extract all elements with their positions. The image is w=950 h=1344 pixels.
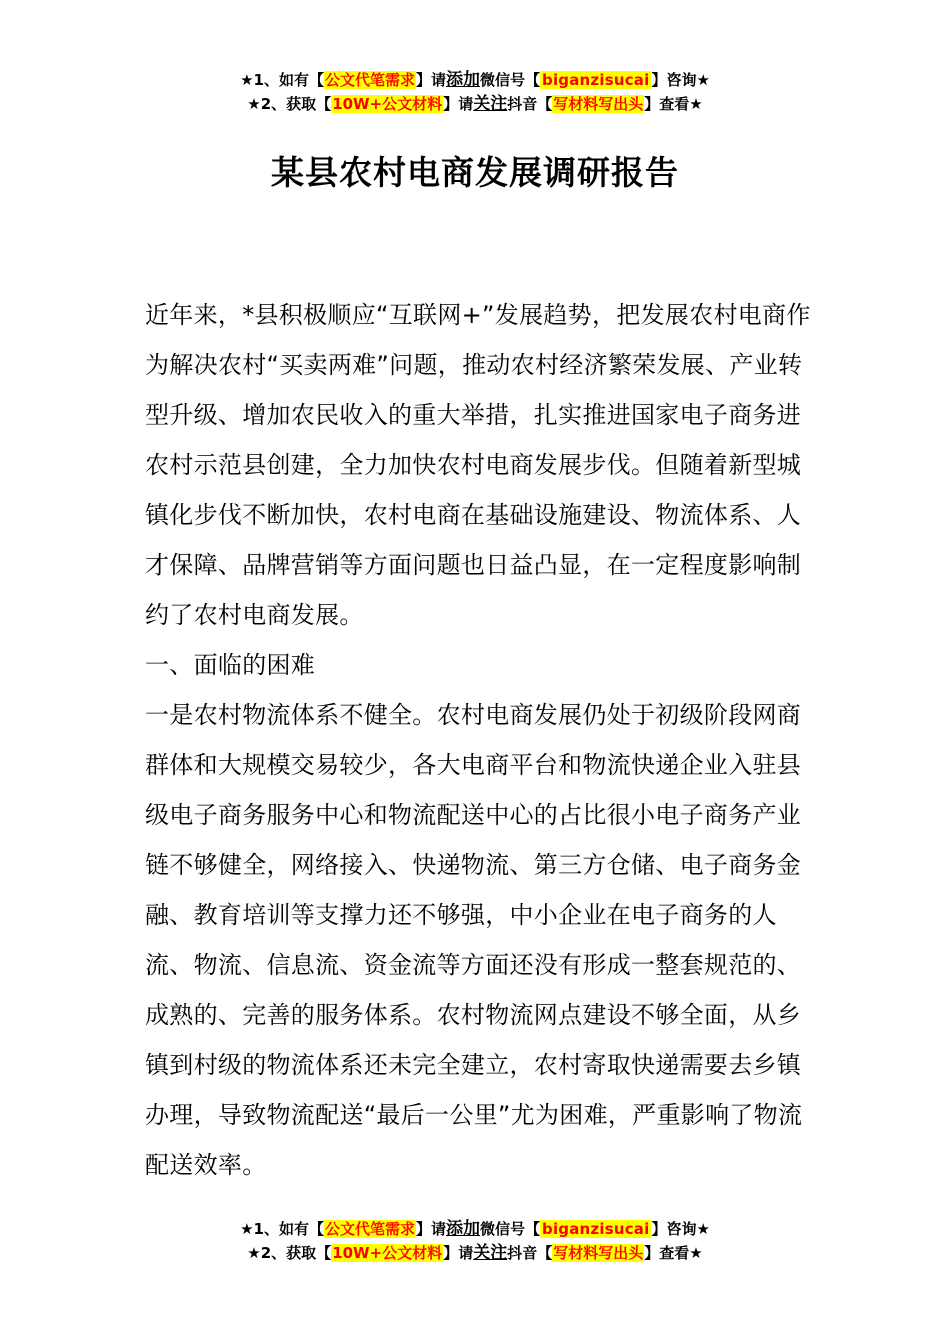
promo-highlight-materials: 10W+公文材料 — [332, 95, 443, 113]
promo-emphasis: 添加 — [446, 70, 480, 90]
section-heading: 一、面临的困难 — [145, 651, 316, 679]
promo-line-2 — [0, 92, 950, 116]
promo-text: 】咨询★ — [651, 1220, 710, 1238]
promo-text: 微信号【 — [480, 1220, 541, 1238]
promo-highlight-materials: 10W+公文材料 — [332, 1244, 443, 1262]
promo-text: ★2、获取【 — [247, 95, 332, 113]
promo-text: 】请 — [415, 71, 446, 89]
promo-wechat-id: biganzisucai — [542, 71, 650, 89]
promo-line-1 — [0, 68, 950, 92]
promo-text: 微信号【 — [480, 71, 541, 89]
promo-emphasis: 添加 — [446, 1219, 480, 1239]
promo-text: 】咨询★ — [651, 71, 710, 89]
document-title: 某县农村电商发展调研报告 — [271, 153, 679, 192]
promo-text: ★1、如有【 — [240, 71, 324, 89]
promo-wechat-id: biganzisucai — [542, 1220, 650, 1238]
promo-highlight-service: 公文代笔需求 — [324, 71, 415, 89]
promo-text: ★2、获取【 — [247, 1244, 332, 1262]
promo-text: 抖音【 — [507, 95, 553, 113]
promo-text: 】请 — [443, 1244, 474, 1262]
promo-text: ★1、如有【 — [240, 1220, 324, 1238]
footer-promo-banner — [0, 1217, 950, 1265]
promo-text: 】请 — [415, 1220, 446, 1238]
body-paragraph: 一是农村物流体系不健全。农村电商发展仍处于初级阶段网商群体和大规模交易较少，各大电商平台和物流快递企业入驻县级电子商务服务中心和物流配送中心的占比很小电子商务产业链不够健全，网络接入、快递物流、第三方仓储、电子商务金融、教育培训等支撑力还不够强，中小企业在电子商务的人流、物流、信息流、资金流等方面还没有形成一整套规范的、成熟的、完善的服务体系。农村物流网点建设不够全面，从乡镇到村级的物流体系还未完全建立，农村寄取快递需要去乡镇办理，导致物流配送“最后一公里”尤为困难，严重影响了物流配送效率。 — [145, 701, 803, 1179]
document-body — [145, 290, 813, 1190]
promo-text: 】查看★ — [644, 1244, 703, 1262]
promo-emphasis: 关注 — [473, 94, 508, 114]
header-promo-banner — [0, 68, 950, 116]
promo-douyin-account: 写材料写出头 — [553, 95, 644, 113]
promo-text: 】请 — [443, 95, 474, 113]
intro-paragraph: 近年来，*县积极顺应“互联网+”发展趋势，把发展农村电商作为解决农村“买卖两难”问题，推动农村经济繁荣发展、产业转型升级、增加农民收入的重大举措，扎实推进国家电子商务进农村示范县创建，全力加快农村电商发展步伐。但随着新型城镇化步伐不断加快，农村电商在基础设施建设、物流体系、人才保障、品牌营销等方面问题也日益凸显，在一定程度影响制约了农村电商发展。 — [145, 301, 811, 629]
promo-text: 抖音【 — [507, 1244, 553, 1262]
promo-line-1 — [0, 1217, 950, 1241]
promo-douyin-account: 写材料写出头 — [553, 1244, 644, 1262]
promo-highlight-service: 公文代笔需求 — [324, 1220, 415, 1238]
promo-text: 】查看★ — [644, 95, 703, 113]
promo-line-2 — [0, 1241, 950, 1265]
promo-emphasis: 关注 — [473, 1243, 508, 1263]
